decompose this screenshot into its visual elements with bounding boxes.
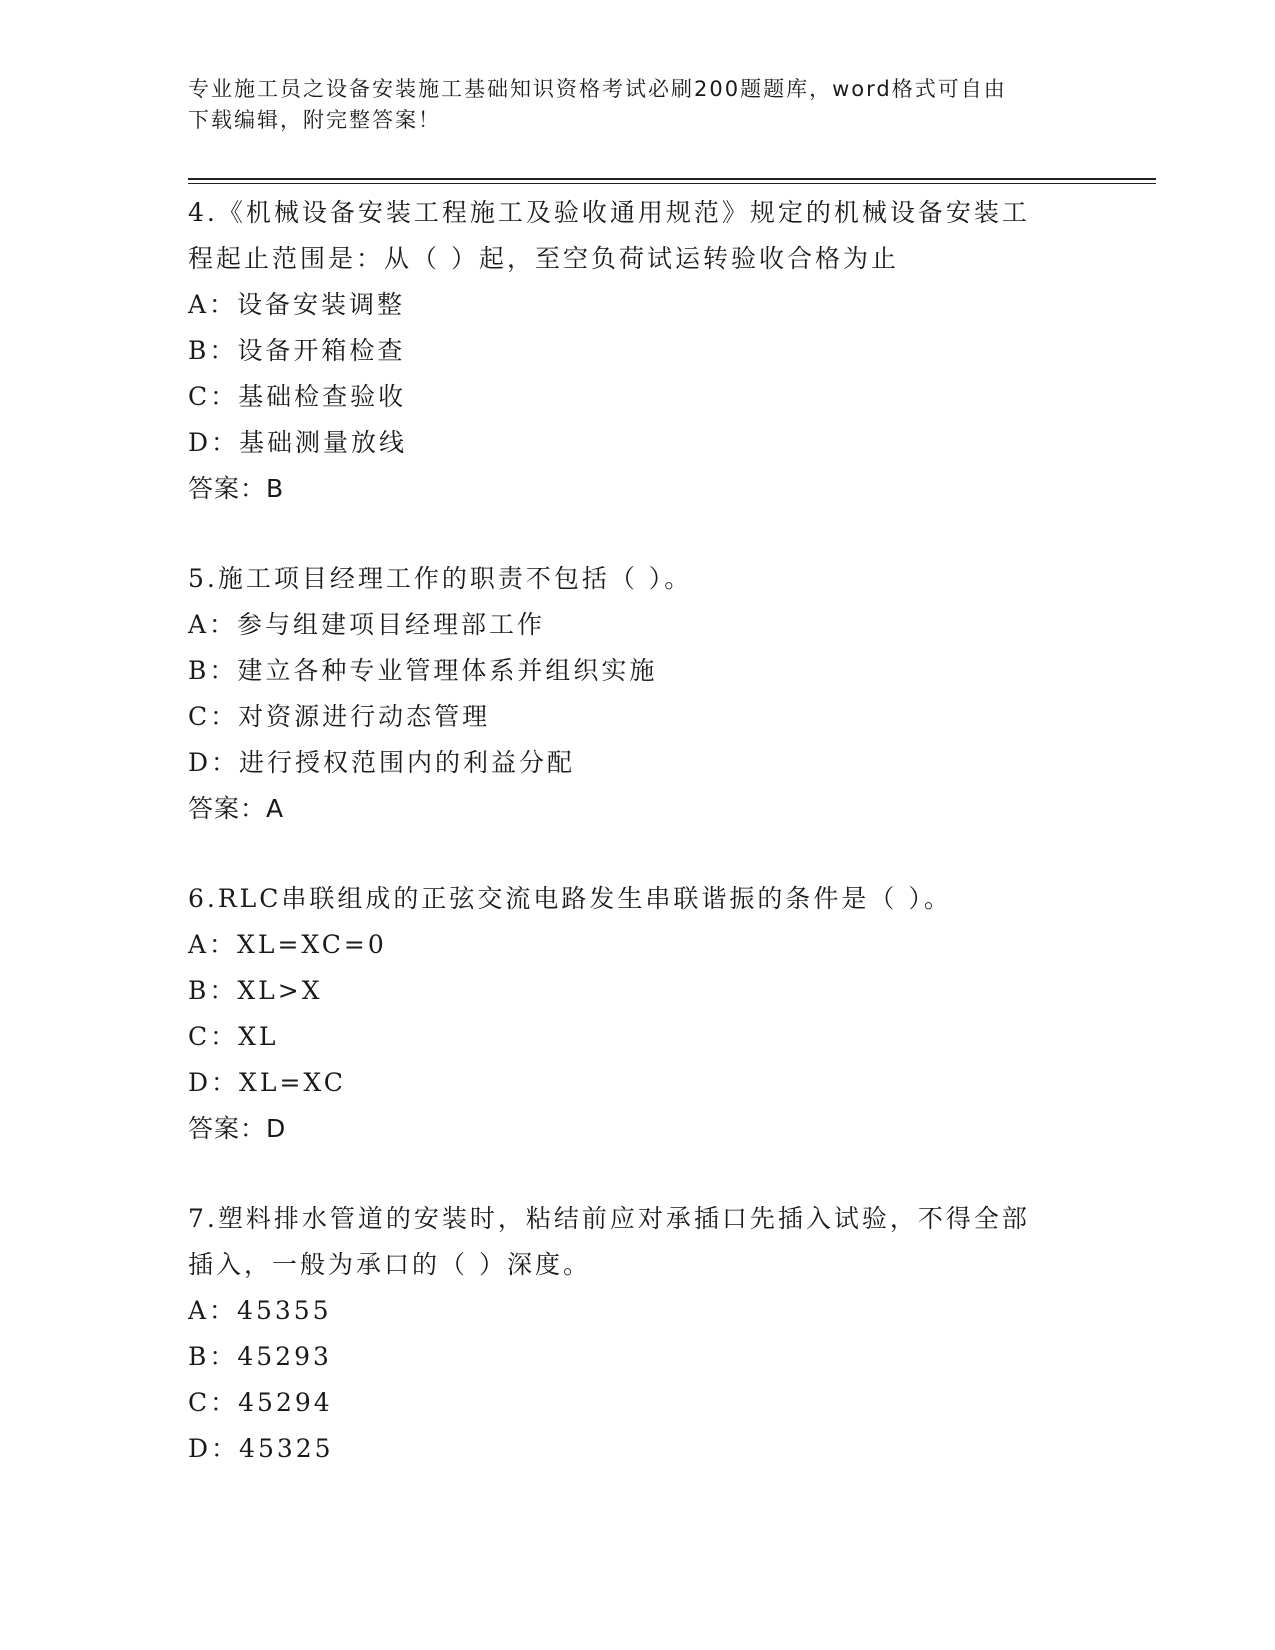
option-b: B：设备开箱检查 (188, 336, 406, 365)
header-divider-thick (188, 178, 1156, 180)
option-c: C：XL (188, 1022, 279, 1051)
question-stem-line: 4.《机械设备安装工程施工及验收通用规范》规定的机械设备安装工 (188, 198, 1030, 227)
question-stem-line: 5.施工项目经理工作的职责不包括（ ）。 (188, 564, 693, 593)
header-line-2: 下载编辑，附完整答案！ (188, 108, 441, 132)
document-header (188, 74, 1088, 136)
option-c: C：45294 (188, 1388, 333, 1417)
option-b: B：XL>X (188, 976, 323, 1005)
question-4 (188, 190, 1088, 512)
option-a: A：45355 (188, 1296, 332, 1325)
header-divider-thin (188, 183, 1156, 184)
answer-line: 答案：D (188, 1114, 287, 1143)
option-b: B：建立各种专业管理体系并组织实施 (188, 656, 658, 685)
question-6 (188, 876, 1088, 1152)
question-7 (188, 1196, 1088, 1472)
option-a: A：参与组建项目经理部工作 (188, 610, 546, 639)
header-line-1: 专业施工员之设备安装施工基础知识资格考试必刷200题题库，word格式可自由 (188, 77, 1007, 101)
answer-line: 答案：B (188, 474, 285, 503)
option-b: B：45293 (188, 1342, 332, 1371)
option-d: D：45325 (188, 1434, 334, 1463)
option-c: C：基础检查验收 (188, 382, 407, 411)
option-c: C：对资源进行动态管理 (188, 702, 491, 731)
question-5 (188, 556, 1088, 832)
option-a: A：XL=XC=0 (188, 930, 387, 959)
question-stem-line: 插入，一般为承口的（ ）深度。 (188, 1250, 591, 1279)
option-a: A：设备安装调整 (188, 290, 406, 319)
answer-line: 答案：A (188, 794, 285, 823)
question-stem-line: 程起止范围是：从（ ）起，至空负荷试运转验收合格为止 (188, 244, 899, 273)
option-d: D：基础测量放线 (188, 428, 408, 457)
question-stem-line: 6.RLC串联组成的正弦交流电路发生串联谐振的条件是（ ）。 (188, 884, 952, 913)
option-d: D：进行授权范围内的利益分配 (188, 748, 576, 777)
question-list (188, 190, 1088, 1472)
question-stem-line: 7.塑料排水管道的安装时，粘结前应对承插口先插入试验，不得全部 (188, 1204, 1030, 1233)
option-d: D：XL=XC (188, 1068, 346, 1097)
